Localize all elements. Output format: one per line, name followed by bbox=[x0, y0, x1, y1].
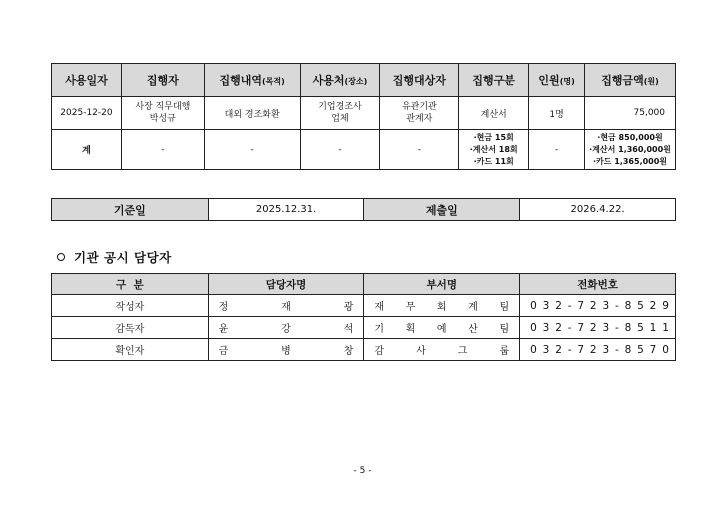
total-target: - bbox=[380, 130, 459, 170]
table-header-row bbox=[52, 64, 676, 97]
cell-target: 유관기관 관계자 bbox=[380, 97, 459, 130]
circle-bullet-icon bbox=[57, 253, 65, 261]
total-row bbox=[52, 130, 676, 170]
header-people: 인원(명) bbox=[529, 64, 585, 97]
cell-place: 기업경조사 업체 bbox=[300, 97, 380, 130]
cell-name: 정 재 광 bbox=[208, 295, 364, 317]
cell-executor: 사장 직무대행 박성규 bbox=[121, 97, 204, 130]
cell-name: 금 병 창 bbox=[208, 339, 364, 361]
cell-dept: 감 사 그 룹 bbox=[364, 339, 520, 361]
table-row bbox=[52, 97, 676, 130]
cell-type: 계산서 bbox=[459, 97, 529, 130]
submit-date-label: 제출일 bbox=[364, 199, 520, 221]
total-people: - bbox=[529, 130, 585, 170]
cell-role: 감독자 bbox=[52, 317, 209, 339]
header-phone: 전화번호 bbox=[520, 274, 676, 295]
cell-people: 1명 bbox=[529, 97, 585, 130]
total-details: - bbox=[204, 130, 300, 170]
expense-table bbox=[51, 63, 676, 170]
total-amount: ·현금 850,000원 ·계산서 1,360,000원 ·카드 1,365,000원 bbox=[585, 130, 676, 170]
total-type: ·현금 15회 ·계산서 18회 ·카드 11회 bbox=[459, 130, 529, 170]
cell-date: 2025-12-20 bbox=[52, 97, 122, 130]
cell-phone: 0 3 2 - 7 2 3 - 8 5 7 0 bbox=[520, 339, 676, 361]
cell-phone: 0 3 2 - 7 2 3 - 8 5 1 1 bbox=[520, 317, 676, 339]
cell-dept: 재 무 회 계 팀 bbox=[364, 295, 520, 317]
contact-header-row bbox=[52, 274, 676, 295]
table-row bbox=[52, 317, 676, 339]
cell-amount: 75,000 bbox=[585, 97, 676, 130]
header-dept: 부서명 bbox=[364, 274, 520, 295]
header-executor: 집행자 bbox=[121, 64, 204, 97]
header-role: 구 분 bbox=[52, 274, 209, 295]
header-date: 사용일자 bbox=[52, 64, 122, 97]
header-details: 집행내역(목적) bbox=[204, 64, 300, 97]
date-table bbox=[51, 198, 676, 221]
date-row bbox=[52, 199, 676, 221]
header-place: 사용처(장소) bbox=[300, 64, 380, 97]
base-date-label: 기준일 bbox=[52, 199, 209, 221]
base-date-value: 2025.12.31. bbox=[208, 199, 364, 221]
total-place: - bbox=[300, 130, 380, 170]
submit-date-value: 2026.4.22. bbox=[520, 199, 676, 221]
table-row bbox=[52, 339, 676, 361]
header-name: 담당자명 bbox=[208, 274, 364, 295]
cell-details: 대외 경조화환 bbox=[204, 97, 300, 130]
header-amount: 집행금액(원) bbox=[585, 64, 676, 97]
header-target: 집행대상자 bbox=[380, 64, 459, 97]
table-row bbox=[52, 295, 676, 317]
header-type: 집행구분 bbox=[459, 64, 529, 97]
contact-table bbox=[51, 273, 676, 361]
cell-phone: 0 3 2 - 7 2 3 - 8 5 2 9 bbox=[520, 295, 676, 317]
section-heading: 기관 공시 담당자 bbox=[57, 248, 172, 266]
page-number: - 5 - bbox=[353, 466, 372, 476]
cell-role: 확인자 bbox=[52, 339, 209, 361]
total-label: 계 bbox=[52, 130, 122, 170]
total-executor: - bbox=[121, 130, 204, 170]
cell-dept: 기 획 예 산 팀 bbox=[364, 317, 520, 339]
cell-name: 윤 강 석 bbox=[208, 317, 364, 339]
cell-role: 작성자 bbox=[52, 295, 209, 317]
